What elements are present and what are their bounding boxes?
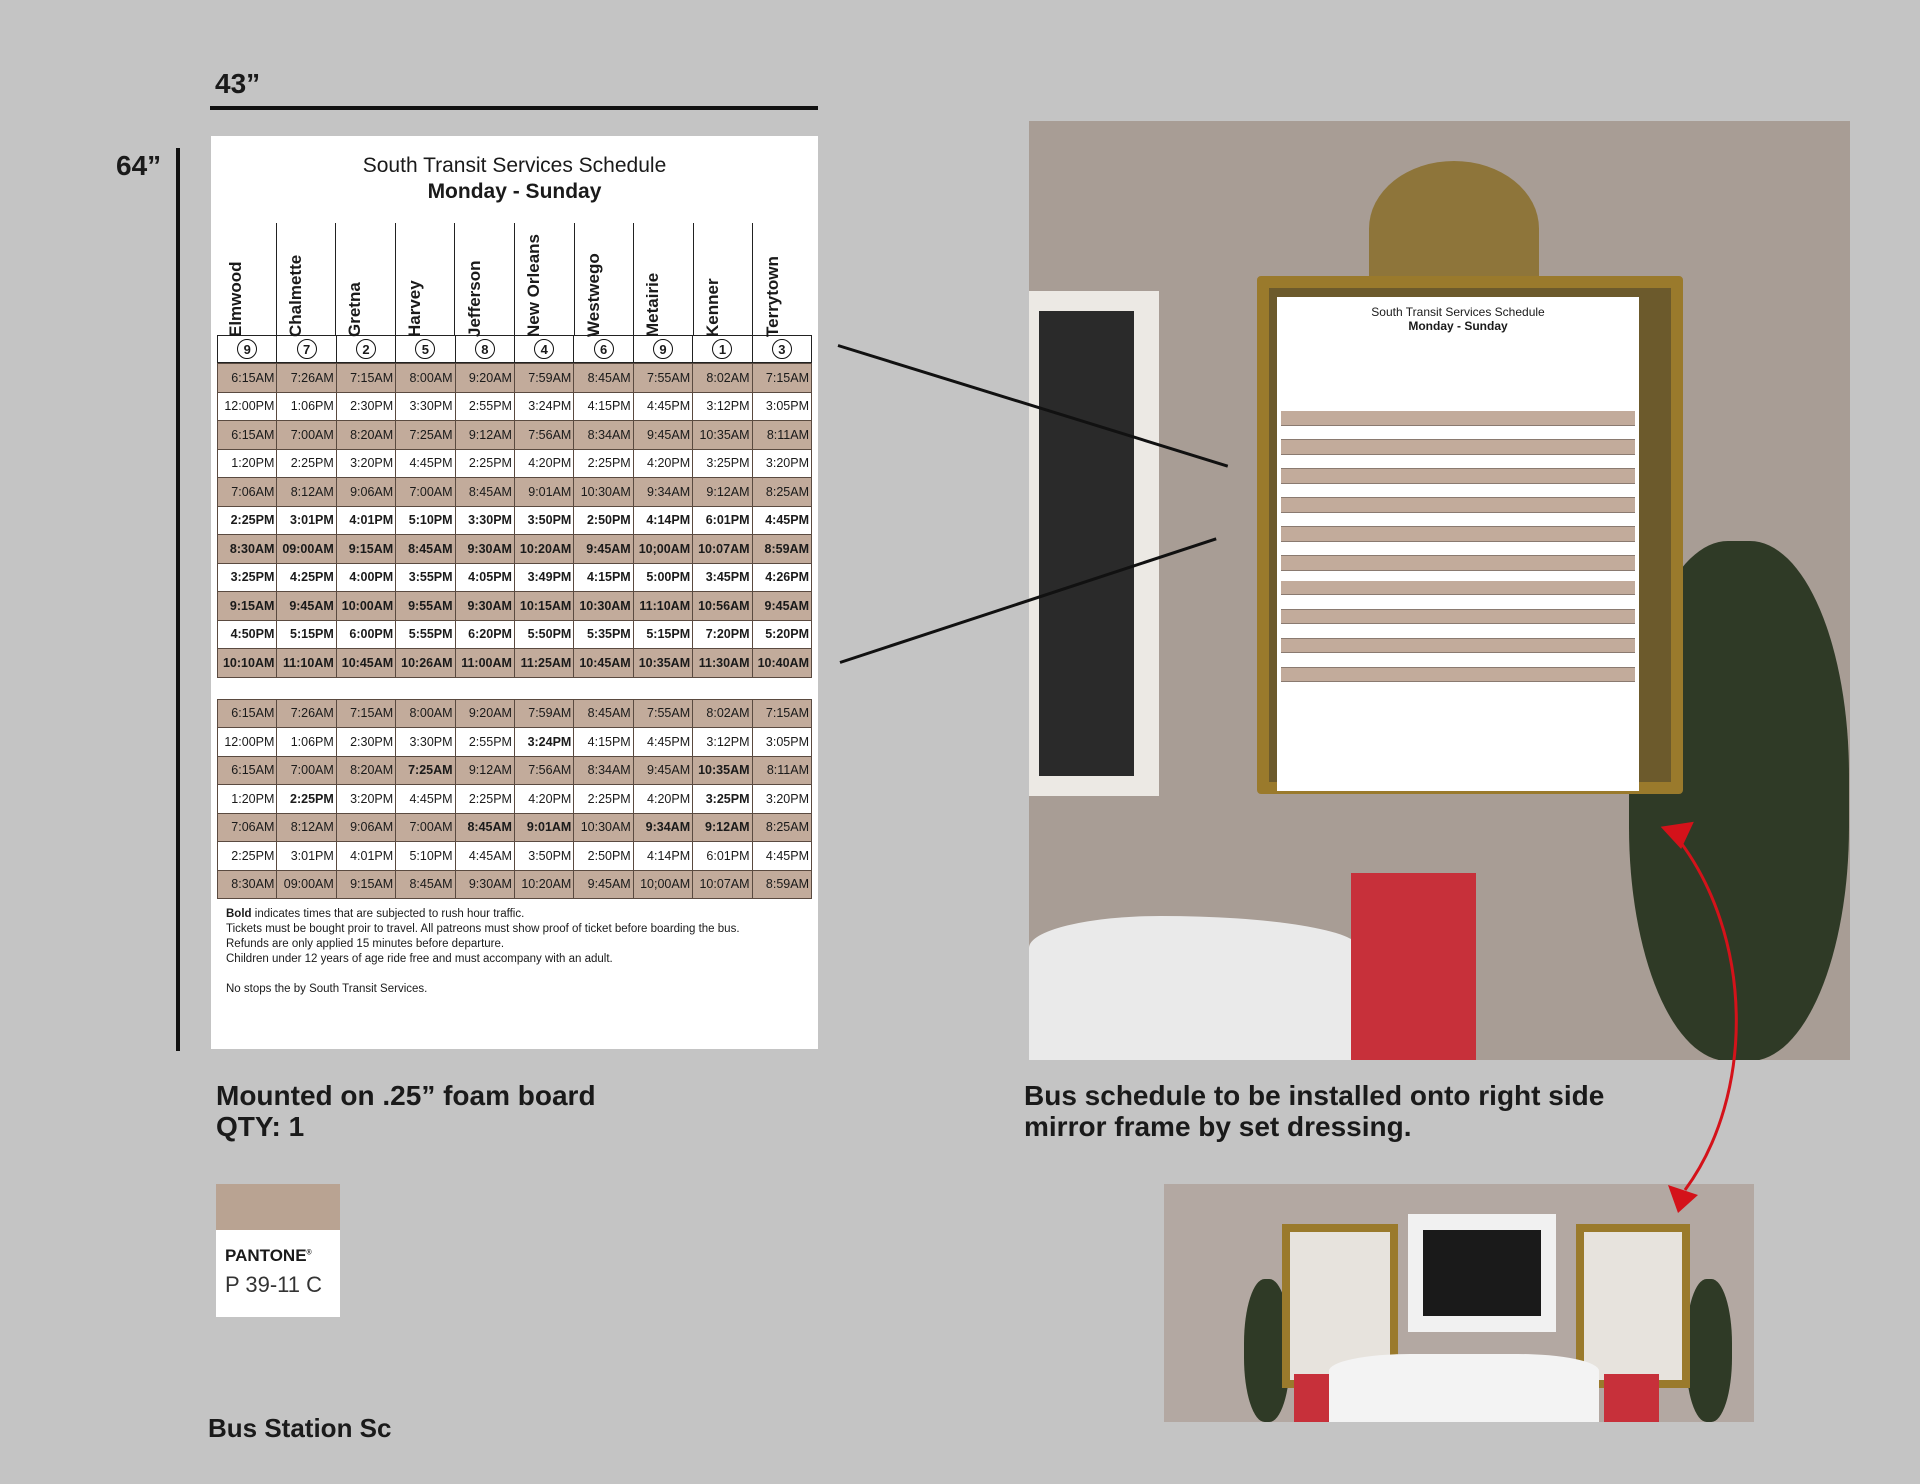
time-cell: 10:45AM	[574, 649, 633, 678]
route-number-cell	[514, 336, 573, 362]
schedule-table-upper	[217, 363, 812, 678]
time-cell: 9:20AM	[455, 699, 514, 728]
time-cell: 4:45AM	[455, 842, 514, 871]
time-cell: 8:02AM	[693, 699, 752, 728]
route-number-badge: 1	[712, 339, 732, 359]
time-cell: 4:45PM	[752, 506, 811, 535]
time-cell: 6:15AM	[218, 421, 277, 450]
time-cell: 1:06PM	[277, 392, 336, 421]
table-row	[218, 506, 812, 535]
time-cell: 7:15AM	[336, 364, 395, 393]
pantone-swatch	[216, 1184, 340, 1317]
height-dimension-label: 64”	[116, 150, 162, 181]
time-cell: 6:01PM	[693, 842, 752, 871]
time-cell: 4:14PM	[633, 842, 692, 871]
mounting-line-1: Mounted on .25” foam board	[216, 1080, 596, 1111]
pantone-code: P 39-11 C	[225, 1272, 323, 1297]
time-cell: 8:12AM	[277, 813, 336, 842]
column-header-label: Kenner	[703, 278, 723, 337]
time-cell: 8:12AM	[277, 478, 336, 507]
pantone-brand: PANTONE®	[225, 1246, 312, 1265]
time-cell: 3:24PM	[514, 392, 573, 421]
notes-line-5: No stops the by South Transit Services.	[226, 983, 428, 995]
column-header-label: Gretna	[345, 282, 365, 337]
install-note	[1024, 1080, 1604, 1142]
time-cell: 5:15PM	[277, 620, 336, 649]
notes-line-2: Tickets must be bought proir to travel. All patreons must show proof of ticket before boarding the bus.	[226, 923, 740, 935]
time-cell: 3:30PM	[455, 506, 514, 535]
time-cell: 5:10PM	[396, 506, 455, 535]
route-number-badge: 5	[415, 339, 435, 359]
time-cell: 8:45AM	[455, 478, 514, 507]
route-number-badge: 7	[297, 339, 317, 359]
height-dimension-line	[176, 148, 180, 1051]
time-cell: 3:05PM	[752, 392, 811, 421]
table-row	[218, 364, 812, 393]
scene-label: Bus Station Sc	[208, 1413, 392, 1443]
time-cell: 5:50PM	[514, 620, 573, 649]
time-cell: 7:26AM	[277, 699, 336, 728]
table-row	[218, 478, 812, 507]
time-cell: 4:45PM	[396, 449, 455, 478]
time-cell: 3:24PM	[514, 728, 573, 757]
time-cell: 8:25AM	[752, 478, 811, 507]
route-number-cell	[218, 336, 276, 362]
time-cell: 4:20PM	[514, 449, 573, 478]
table-row	[218, 620, 812, 649]
column-header	[633, 223, 693, 335]
board-title: South Transit Services Schedule	[362, 154, 667, 177]
time-cell: 5:35PM	[574, 620, 633, 649]
time-cell: 4:20PM	[633, 449, 692, 478]
column-header	[752, 223, 812, 335]
column-header-label: Metairie	[643, 272, 663, 337]
time-cell: 3:49PM	[514, 563, 573, 592]
column-header	[395, 223, 455, 335]
time-cell: 3:30PM	[396, 728, 455, 757]
table-row	[218, 392, 812, 421]
column-header-label: Elmwood	[226, 261, 246, 337]
time-cell: 10:20AM	[514, 535, 573, 564]
route-number-badge: 6	[594, 339, 614, 359]
time-cell: 4:01PM	[336, 842, 395, 871]
time-cell: 3:20PM	[336, 449, 395, 478]
time-cell: 9:01AM	[514, 478, 573, 507]
route-number-badge: 9	[237, 339, 257, 359]
time-cell: 4:50PM	[218, 620, 277, 649]
time-cell: 3:30PM	[396, 392, 455, 421]
time-cell: 10:30AM	[574, 813, 633, 842]
time-cell: 7:55AM	[633, 364, 692, 393]
time-cell: 4:05PM	[455, 563, 514, 592]
time-cell: 2:25PM	[574, 785, 633, 814]
route-number-cell	[573, 336, 632, 362]
time-cell: 7:15AM	[752, 699, 811, 728]
route-number-cell	[752, 336, 811, 362]
time-cell: 8:59AM	[752, 535, 811, 564]
time-cell: 4:14PM	[633, 506, 692, 535]
time-cell: 8:00AM	[396, 364, 455, 393]
time-cell: 3:20PM	[336, 785, 395, 814]
time-cell: 09:00AM	[277, 535, 336, 564]
time-cell: 10:56AM	[693, 592, 752, 621]
time-cell: 4:20PM	[633, 785, 692, 814]
route-number-cell	[692, 336, 751, 362]
time-cell: 7:55AM	[633, 699, 692, 728]
time-cell: 9:30AM	[455, 592, 514, 621]
column-header	[514, 223, 574, 335]
time-cell: 7:00AM	[277, 756, 336, 785]
time-cell: 10:07AM	[693, 535, 752, 564]
time-cell: 9:06AM	[336, 813, 395, 842]
time-cell: 11:10AM	[633, 592, 692, 621]
time-cell: 7:06AM	[218, 813, 277, 842]
table-gap	[217, 678, 812, 699]
notes-bold-word: Bold	[226, 908, 252, 920]
table-row	[218, 421, 812, 450]
route-number-cell	[276, 336, 335, 362]
route-number-badge: 9	[653, 339, 673, 359]
table-row	[218, 449, 812, 478]
time-cell: 8:59AM	[752, 870, 811, 899]
photo-red-box	[1351, 873, 1476, 1060]
time-cell: 9:34AM	[633, 478, 692, 507]
time-cell: 10:40AM	[752, 649, 811, 678]
route-number-badge: 3	[772, 339, 792, 359]
time-cell: 6:20PM	[455, 620, 514, 649]
photo-schedule-preview	[1277, 297, 1639, 791]
time-cell: 10;00AM	[633, 535, 692, 564]
time-cell: 7:56AM	[514, 421, 573, 450]
time-cell: 8:25AM	[752, 813, 811, 842]
time-cell: 3:55PM	[396, 563, 455, 592]
table-row	[218, 842, 812, 871]
time-cell: 09:00AM	[277, 870, 336, 899]
table-row	[218, 699, 812, 728]
table-row	[218, 785, 812, 814]
time-cell: 3:50PM	[514, 506, 573, 535]
time-cell: 7:59AM	[514, 699, 573, 728]
time-cell: 9:55AM	[396, 592, 455, 621]
time-cell: 10;00AM	[633, 870, 692, 899]
time-cell: 10:45AM	[336, 649, 395, 678]
column-headers	[217, 223, 812, 335]
column-header	[693, 223, 753, 335]
column-header	[276, 223, 336, 335]
time-cell: 8:45AM	[396, 870, 455, 899]
time-cell: 5:15PM	[633, 620, 692, 649]
table-row	[218, 870, 812, 899]
time-cell: 9:30AM	[455, 870, 514, 899]
time-cell: 4:20PM	[514, 785, 573, 814]
time-cell: 2:50PM	[574, 506, 633, 535]
column-header-label: New Orleans	[524, 234, 544, 337]
time-cell: 8:02AM	[693, 364, 752, 393]
time-cell: 11:10AM	[277, 649, 336, 678]
time-cell: 9:15AM	[218, 592, 277, 621]
time-cell: 6:01PM	[693, 506, 752, 535]
time-cell: 8:20AM	[336, 756, 395, 785]
schedule-table-lower	[217, 699, 812, 900]
time-cell: 7:00AM	[396, 813, 455, 842]
time-cell: 12:00PM	[218, 392, 277, 421]
route-number-cell	[395, 336, 454, 362]
table-row	[218, 563, 812, 592]
time-cell: 7:00AM	[396, 478, 455, 507]
time-cell: 10:00AM	[336, 592, 395, 621]
time-cell: 2:30PM	[336, 392, 395, 421]
time-cell: 3:25PM	[693, 785, 752, 814]
time-cell: 10:35AM	[693, 421, 752, 450]
time-cell: 2:55PM	[455, 728, 514, 757]
time-cell: 3:12PM	[693, 728, 752, 757]
time-cell: 10:26AM	[396, 649, 455, 678]
time-cell: 8:11AM	[752, 756, 811, 785]
route-number-badge: 4	[534, 339, 554, 359]
schedule-notes	[217, 907, 812, 997]
width-dimension-label: 43”	[215, 68, 261, 99]
route-number-row	[217, 335, 812, 363]
time-cell: 8:45AM	[574, 699, 633, 728]
table-row	[218, 813, 812, 842]
time-cell: 4:45PM	[396, 785, 455, 814]
time-cell: 10:10AM	[218, 649, 277, 678]
time-cell: 7:26AM	[277, 364, 336, 393]
time-cell: 9:45AM	[633, 421, 692, 450]
table-row	[218, 728, 812, 757]
preview-subtitle: Monday - Sunday	[1408, 319, 1508, 333]
time-cell: 2:25PM	[218, 506, 277, 535]
time-cell: 8:30AM	[218, 870, 277, 899]
route-number-cell	[633, 336, 692, 362]
time-cell: 9:30AM	[455, 535, 514, 564]
pantone-color-chip	[216, 1184, 340, 1230]
time-cell: 7:59AM	[514, 364, 573, 393]
time-cell: 5:10PM	[396, 842, 455, 871]
time-cell: 2:55PM	[455, 392, 514, 421]
time-cell: 4:00PM	[336, 563, 395, 592]
column-header	[454, 223, 514, 335]
time-cell: 8:45AM	[455, 813, 514, 842]
time-cell: 7:00AM	[277, 421, 336, 450]
time-cell: 9:12AM	[455, 421, 514, 450]
mounting-qty: QTY: 1	[216, 1111, 305, 1142]
time-cell: 8:34AM	[574, 756, 633, 785]
table-row	[218, 592, 812, 621]
time-cell: 1:06PM	[277, 728, 336, 757]
time-cell: 5:20PM	[752, 620, 811, 649]
time-cell: 3:12PM	[693, 392, 752, 421]
time-cell: 4:45PM	[633, 392, 692, 421]
time-cell: 9:12AM	[455, 756, 514, 785]
time-cell: 4:45PM	[752, 842, 811, 871]
time-cell: 8:11AM	[752, 421, 811, 450]
column-header-label: Harvey	[405, 280, 425, 337]
wide-photo-mirror-right	[1576, 1224, 1690, 1388]
route-number-badge: 8	[475, 339, 495, 359]
photo-table	[1029, 916, 1359, 1060]
time-cell: 3:25PM	[218, 563, 277, 592]
notes-line-1: indicates times that are subjected to rush hour traffic.	[251, 908, 525, 920]
time-cell: 11:00AM	[455, 649, 514, 678]
time-cell: 9:34AM	[633, 813, 692, 842]
time-cell: 1:20PM	[218, 785, 277, 814]
time-cell: 9:45AM	[574, 870, 633, 899]
time-cell: 9:12AM	[693, 478, 752, 507]
time-cell: 8:45AM	[396, 535, 455, 564]
column-header	[335, 223, 395, 335]
route-number-cell	[336, 336, 395, 362]
time-cell: 7:06AM	[218, 478, 277, 507]
time-cell: 5:00PM	[633, 563, 692, 592]
time-cell: 6:15AM	[218, 364, 277, 393]
width-dimension-line	[210, 106, 818, 110]
column-header-label: Chalmette	[285, 254, 305, 337]
wide-photo-window	[1408, 1214, 1556, 1332]
board-subtitle: Monday - Sunday	[427, 180, 602, 203]
time-cell: 2:25PM	[277, 785, 336, 814]
time-cell: 8:30AM	[218, 535, 277, 564]
column-header	[217, 223, 276, 335]
time-cell: 9:12AM	[693, 813, 752, 842]
route-number-cell	[455, 336, 514, 362]
time-cell: 7:56AM	[514, 756, 573, 785]
time-cell: 11:25AM	[514, 649, 573, 678]
time-cell: 7:15AM	[336, 699, 395, 728]
time-cell: 4:25PM	[277, 563, 336, 592]
route-number-badge: 2	[356, 339, 376, 359]
time-cell: 4:15PM	[574, 728, 633, 757]
wide-photo-table	[1329, 1354, 1599, 1422]
table-row	[218, 535, 812, 564]
time-cell: 1:20PM	[218, 449, 277, 478]
time-cell: 3:45PM	[693, 563, 752, 592]
time-cell: 10:20AM	[514, 870, 573, 899]
time-cell: 9:15AM	[336, 870, 395, 899]
wide-photo-topiary-right	[1686, 1279, 1732, 1422]
time-cell: 6:00PM	[336, 620, 395, 649]
time-cell: 9:45AM	[633, 756, 692, 785]
time-cell: 3:50PM	[514, 842, 573, 871]
time-cell: 4:15PM	[574, 563, 633, 592]
time-cell: 10:35AM	[633, 649, 692, 678]
wide-photo-red-box-right	[1604, 1374, 1659, 1422]
photo-window	[1029, 291, 1159, 796]
wide-room-photo	[1164, 1184, 1754, 1422]
time-cell: 12:00PM	[218, 728, 277, 757]
column-header-label: Terrytown	[762, 256, 782, 337]
time-cell: 8:45AM	[574, 364, 633, 393]
time-cell: 6:15AM	[218, 756, 277, 785]
mounting-info	[216, 1080, 596, 1142]
time-cell: 10:15AM	[514, 592, 573, 621]
table-row	[218, 649, 812, 678]
time-cell: 7:15AM	[752, 364, 811, 393]
time-cell: 9:45AM	[277, 592, 336, 621]
time-cell: 8:20AM	[336, 421, 395, 450]
time-cell: 4:15PM	[574, 392, 633, 421]
install-note-line-1: Bus schedule to be installed onto right side	[1024, 1080, 1605, 1111]
time-cell: 10:30AM	[574, 478, 633, 507]
time-cell: 4:45PM	[633, 728, 692, 757]
time-cell: 9:45AM	[574, 535, 633, 564]
time-cell: 2:25PM	[574, 449, 633, 478]
time-cell: 10:30AM	[574, 592, 633, 621]
install-note-line-2: mirror frame by set dressing.	[1024, 1111, 1412, 1142]
time-cell: 9:06AM	[336, 478, 395, 507]
time-cell: 6:15AM	[218, 699, 277, 728]
time-cell: 2:25PM	[455, 449, 514, 478]
time-cell: 4:26PM	[752, 563, 811, 592]
time-cell: 7:20PM	[693, 620, 752, 649]
time-cell: 3:20PM	[752, 449, 811, 478]
preview-rows	[1281, 411, 1635, 682]
time-cell: 8:34AM	[574, 421, 633, 450]
time-cell: 8:00AM	[396, 699, 455, 728]
time-cell: 3:25PM	[693, 449, 752, 478]
time-cell: 3:20PM	[752, 785, 811, 814]
time-cell: 10:07AM	[693, 870, 752, 899]
time-cell: 10:35AM	[693, 756, 752, 785]
time-cell: 9:20AM	[455, 364, 514, 393]
time-cell: 7:25AM	[396, 756, 455, 785]
time-cell: 11:30AM	[693, 649, 752, 678]
time-cell: 9:01AM	[514, 813, 573, 842]
time-cell: 3:05PM	[752, 728, 811, 757]
time-cell: 3:01PM	[277, 842, 336, 871]
time-cell: 3:01PM	[277, 506, 336, 535]
time-cell: 2:25PM	[277, 449, 336, 478]
time-cell: 2:50PM	[574, 842, 633, 871]
time-cell: 7:25AM	[396, 421, 455, 450]
time-cell: 4:01PM	[336, 506, 395, 535]
column-header	[574, 223, 634, 335]
schedule-board	[211, 136, 818, 1049]
time-cell: 2:30PM	[336, 728, 395, 757]
column-header-label: Westwego	[583, 253, 603, 337]
notes-line-4: Children under 12 years of age ride free and must accompany with an adult.	[226, 953, 613, 965]
preview-title: South Transit Services Schedule	[1371, 305, 1545, 319]
red-double-arrow	[1660, 815, 1750, 1215]
time-cell: 2:25PM	[455, 785, 514, 814]
time-cell: 9:15AM	[336, 535, 395, 564]
time-cell: 2:25PM	[218, 842, 277, 871]
time-cell: 9:45AM	[752, 592, 811, 621]
notes-line-3: Refunds are only applied 15 minutes before departure.	[226, 938, 505, 950]
table-row	[218, 756, 812, 785]
time-cell: 5:55PM	[396, 620, 455, 649]
column-header-label: Jefferson	[464, 260, 484, 337]
